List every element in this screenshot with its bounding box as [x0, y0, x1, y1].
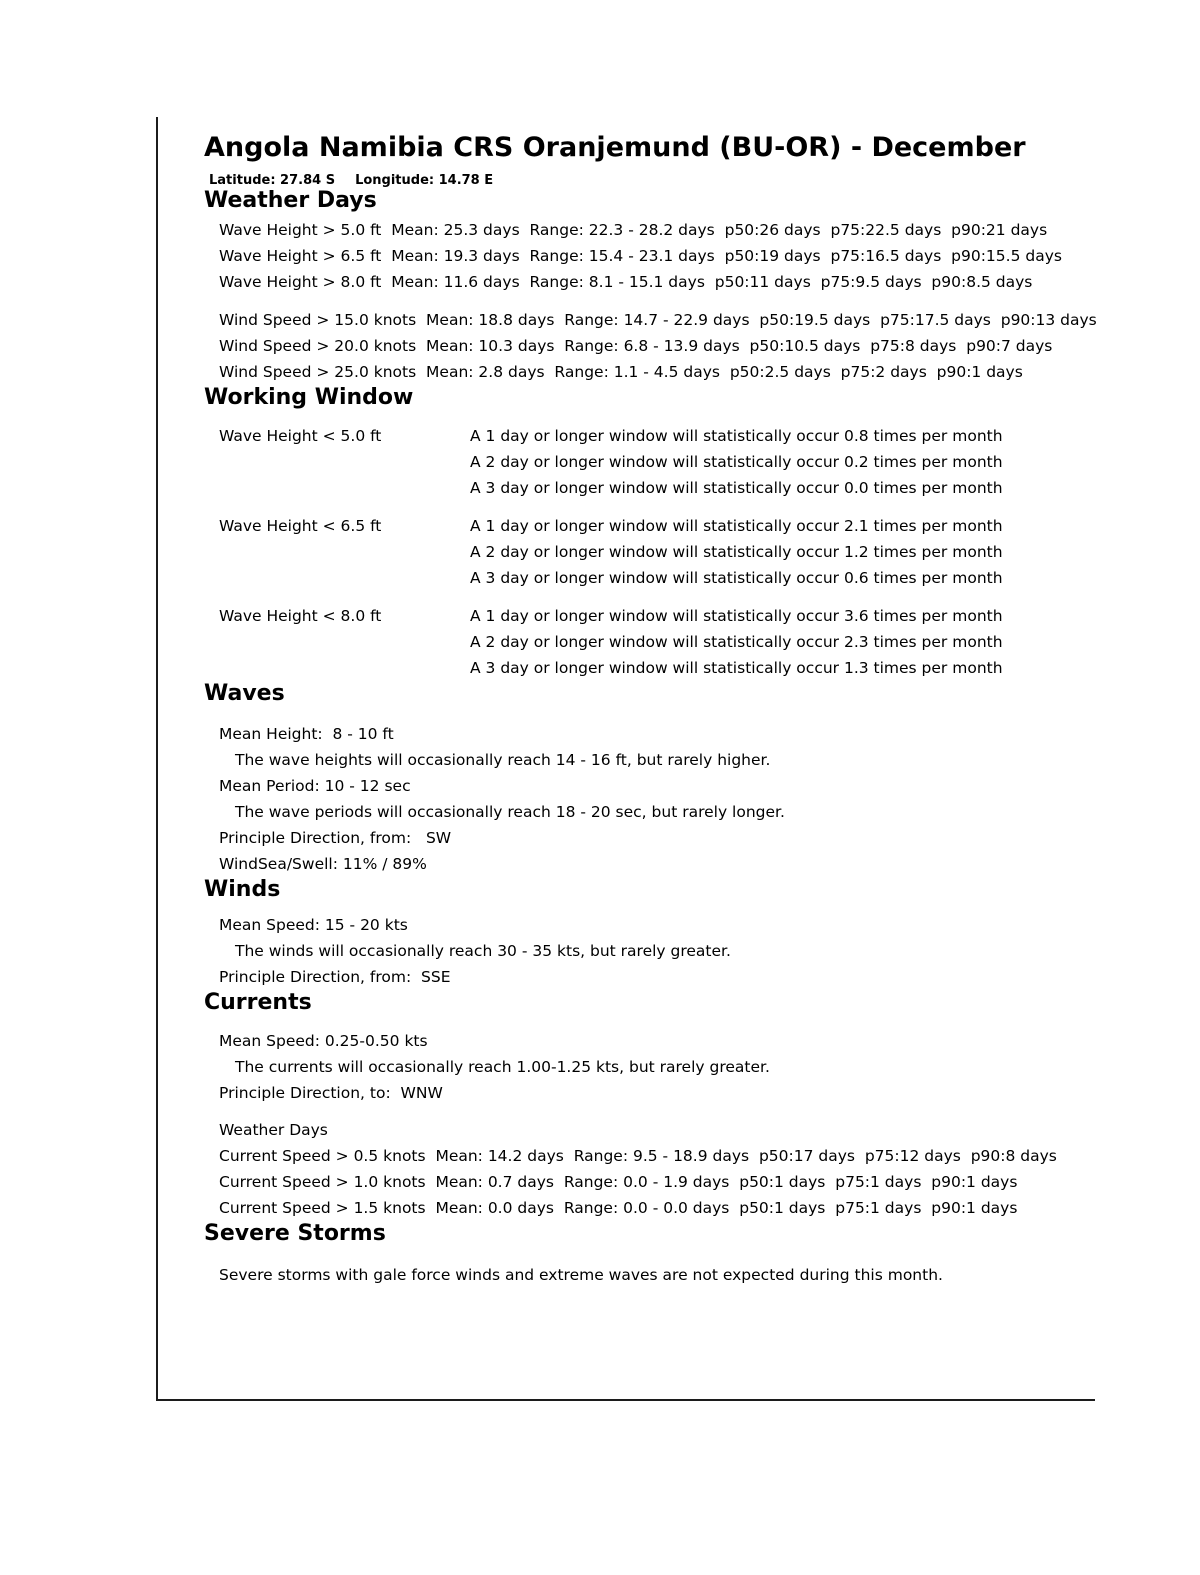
currents-weather-days-stats: [219, 1143, 1194, 1221]
wind-speed-stat-line: Wind Speed > 15.0 knots Mean: 18.8 days Range: 14.7 - 22.9 days p50:19.5 days p75:17.5 days p90:13 days: [219, 311, 1097, 329]
winds-speed-note: The winds will occasionally reach 30 - 35 kts, but rarely greater.: [235, 942, 731, 960]
section-heading-currents: Currents: [204, 990, 312, 1015]
waves-principle-direction: Principle Direction, from: SW: [219, 829, 452, 847]
window-occurrence-line: A 3 day or longer window will statistically occur 0.6 times per month: [470, 569, 1003, 587]
winds-mean-speed: Mean Speed: 15 - 20 kts: [219, 916, 408, 934]
section-heading-severe-storms: Severe Storms: [204, 1221, 386, 1246]
currents-principle-direction: Principle Direction, to: WNW: [219, 1084, 443, 1102]
currents-speed-note: The currents will occasionally reach 1.00-1.25 kts, but rarely greater.: [235, 1058, 770, 1076]
current-speed-stat-line: Current Speed > 1.5 knots Mean: 0.0 days Range: 0.0 - 0.0 days p50:1 days p75:1 days p90:1 days: [219, 1199, 1018, 1217]
working-window-group: [219, 513, 1194, 591]
page-border-left: [156, 117, 158, 1401]
page-border-bottom: [156, 1399, 1095, 1401]
window-occurrence-line: A 3 day or longer window will statistically occur 1.3 times per month: [470, 659, 1003, 677]
longitude-value: Longitude: 14.78 E: [355, 173, 494, 188]
section-heading-working-window: Working Window: [204, 385, 414, 410]
working-window-group-label: Wave Height < 8.0 ft: [219, 607, 382, 625]
wave-height-stat-line: Wave Height > 6.5 ft Mean: 19.3 days Range: 15.4 - 23.1 days p50:19 days p75:16.5 days p90:15.5 days: [219, 247, 1062, 265]
coordinates-line: [209, 173, 1194, 188]
wave-height-stat-line: Wave Height > 8.0 ft Mean: 11.6 days Range: 8.1 - 15.1 days p50:11 days p75:9.5 days p90:8.5 days: [219, 273, 1033, 291]
working-window-group-label: Wave Height < 6.5 ft: [219, 517, 382, 535]
wind-speed-stat-line: Wind Speed > 20.0 knots Mean: 10.3 days Range: 6.8 - 13.9 days p50:10.5 days p75:8 days p90:7 days: [219, 337, 1053, 355]
waves-height-note: The wave heights will occasionally reach 14 - 16 ft, but rarely higher.: [235, 751, 771, 769]
currents-mean-speed: Mean Speed: 0.25-0.50 kts: [219, 1032, 428, 1050]
window-occurrence-line: A 1 day or longer window will statistically occur 2.1 times per month: [470, 517, 1003, 535]
working-window-group: [219, 423, 1194, 501]
waves-details: [219, 721, 1194, 877]
window-occurrence-line: A 1 day or longer window will statistically occur 0.8 times per month: [470, 427, 1003, 445]
working-window-group-label: Wave Height < 5.0 ft: [219, 427, 382, 445]
window-occurrence-line: A 2 day or longer window will statistically occur 2.3 times per month: [470, 633, 1003, 651]
latitude-value: Latitude: 27.84 S: [209, 173, 336, 188]
waves-mean-period: Mean Period: 10 - 12 sec: [219, 777, 411, 795]
working-window-group: [219, 603, 1194, 681]
currents-details: [219, 1028, 1194, 1106]
working-window-group-lines: [470, 513, 1194, 591]
wind-speed-stat-line: Wind Speed > 25.0 knots Mean: 2.8 days Range: 1.1 - 4.5 days p50:2.5 days p75:2 days p90:1 days: [219, 363, 1023, 381]
current-speed-stat-line: Current Speed > 1.0 knots Mean: 0.7 days Range: 0.0 - 1.9 days p50:1 days p75:1 days p90:1 days: [219, 1173, 1018, 1191]
working-window-group-lines: [470, 423, 1194, 501]
currents-weather-days-label: Weather Days: [219, 1121, 328, 1139]
section-heading-waves: Waves: [204, 681, 285, 706]
severe-storms-text: Severe storms with gale force winds and extreme waves are not expected during this month.: [219, 1266, 943, 1284]
weather-days-wind-stats: [219, 307, 1194, 385]
window-occurrence-line: A 2 day or longer window will statistically occur 1.2 times per month: [470, 543, 1003, 561]
section-heading-winds: Winds: [204, 877, 281, 902]
wave-height-stat-line: Wave Height > 5.0 ft Mean: 25.3 days Range: 22.3 - 28.2 days p50:26 days p75:22.5 days p90:21 days: [219, 221, 1048, 239]
page-title: Angola Namibia CRS Oranjemund (BU-OR) - December: [204, 132, 1026, 163]
report-content: [204, 132, 1194, 1288]
winds-details: [219, 912, 1194, 990]
waves-windsea-swell: WindSea/Swell: 11% / 89%: [219, 855, 427, 873]
weather-days-wave-stats: [219, 217, 1194, 295]
working-window-group-lines: [470, 603, 1194, 681]
window-occurrence-line: A 1 day or longer window will statistically occur 3.6 times per month: [470, 607, 1003, 625]
window-occurrence-line: A 2 day or longer window will statistically occur 0.2 times per month: [470, 453, 1003, 471]
window-occurrence-line: A 3 day or longer window will statistically occur 0.0 times per month: [470, 479, 1003, 497]
winds-principle-direction: Principle Direction, from: SSE: [219, 968, 451, 986]
waves-mean-height: Mean Height: 8 - 10 ft: [219, 725, 394, 743]
current-speed-stat-line: Current Speed > 0.5 knots Mean: 14.2 days Range: 9.5 - 18.9 days p50:17 days p75:12 days p90:8 days: [219, 1147, 1057, 1165]
waves-period-note: The wave periods will occasionally reach 18 - 20 sec, but rarely longer.: [235, 803, 785, 821]
section-heading-weather-days: Weather Days: [204, 188, 377, 213]
